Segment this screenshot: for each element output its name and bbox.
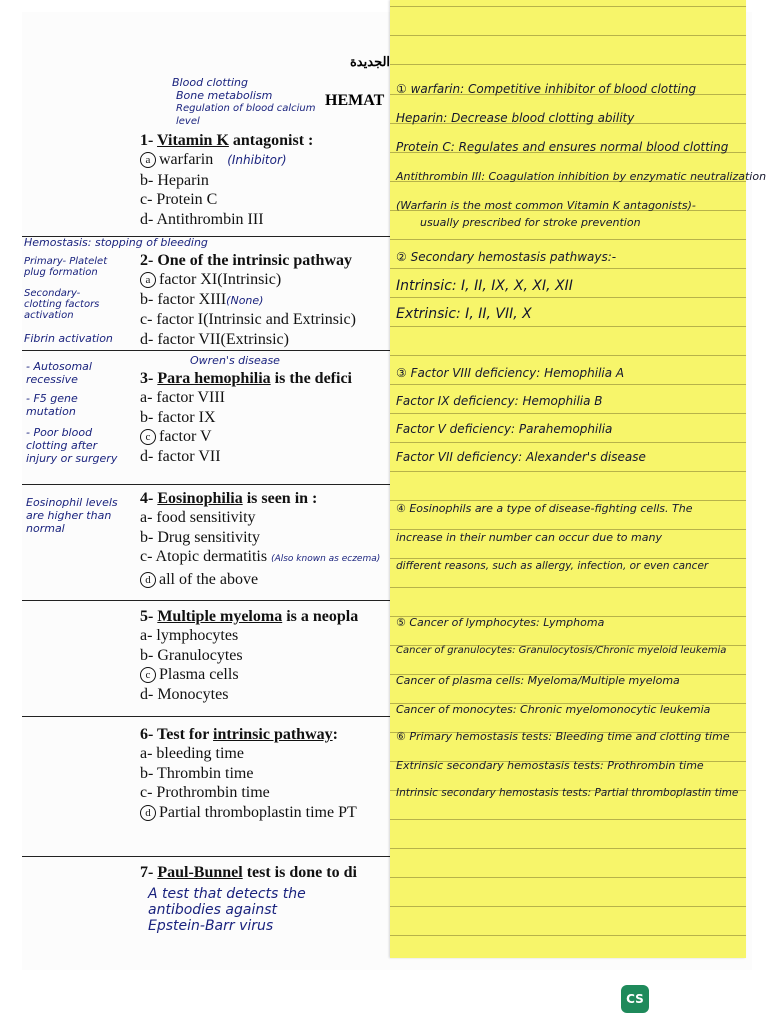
hemostasis-annotation: Hemostasis: stopping of bleeding (24, 236, 208, 249)
q-rest: is seen in : (242, 490, 318, 507)
question-3 (140, 370, 352, 466)
note-line: Intrinsic: I, II, IX, X, XI, XII (396, 278, 573, 294)
q-number: 6- (140, 726, 154, 743)
note-line: Cancer of granulocytes: Granulocytosis/Chronic myeloid leukemia (396, 645, 727, 656)
q-number: 1- (140, 132, 154, 149)
note-line: Cancer of plasma cells: Myeloma/Multiple myeloma (396, 674, 680, 687)
note-line: Bone metabolism (176, 89, 273, 102)
q-rest: is a neopla (282, 608, 359, 625)
question-stem (140, 608, 358, 626)
note-line: different reasons, such as allergy, infection, or even cancer (396, 560, 709, 572)
secondary-annotation: Secondary- clotting factors activation (24, 288, 100, 321)
option-text: warfarin (159, 151, 214, 168)
q-topic: Multiple myeloma (157, 608, 283, 625)
circled-c-icon: c (140, 429, 156, 445)
note-line: Extrinsic secondary hemostasis tests: Prothrombin time (396, 759, 704, 772)
option-d[interactable] (140, 570, 380, 590)
option-d[interactable]: d- Antithrombin III (140, 210, 264, 228)
note-line: Antithrombin III: Coagulation inhibition by enzymatic neutralization (396, 170, 767, 183)
option-text: factor V (159, 428, 212, 445)
bleeding-annotation: - Poor blood clotting after injury or surgery (26, 426, 118, 465)
circled-d-icon: d (140, 572, 156, 588)
q-topic: Vitamin K (157, 132, 229, 149)
note-line: ③ Factor VIII deficiency: Hemophilia A (396, 366, 625, 380)
note-line: Regulation of blood calcium level (176, 103, 316, 127)
option-c[interactable]: c- Prothrombin time (140, 784, 270, 801)
option-b[interactable]: b- Heparin (140, 171, 209, 189)
divider (22, 716, 390, 717)
question-4 (140, 490, 380, 589)
note-line: ⑤ Cancer of lymphocytes: Lymphoma (396, 616, 605, 629)
note-line: ⑥ Primary hemostasis tests: Bleeding time and clotting time (396, 730, 730, 743)
question-stem (140, 490, 380, 508)
question-1 (140, 132, 313, 229)
eosinophil-annotation: Eosinophil levels are higher than normal (26, 496, 118, 535)
answer-line: Epstein-Barr virus (148, 918, 274, 934)
question-stem (140, 370, 352, 388)
q-number: 4- (140, 490, 154, 507)
option-d[interactable] (140, 803, 357, 823)
question-stem (140, 132, 313, 150)
option-d[interactable]: d- Monocytes (140, 685, 229, 703)
option-text: all of the above (159, 570, 259, 588)
circled-d-icon: d (140, 805, 156, 821)
option-a[interactable]: a- factor VIII (140, 389, 225, 406)
question-5 (140, 608, 358, 704)
handwritten-note: (Also known as eczema) (271, 554, 381, 564)
option-b[interactable]: b- Granulocytes (140, 646, 243, 664)
note-line: Blood clotting (172, 76, 249, 89)
option-text: factor XI(Intrinsic) (159, 271, 282, 288)
question-6 (140, 726, 357, 822)
note-line: usually prescribed for stroke prevention (420, 216, 641, 229)
note-line: Factor IX deficiency: Hemophilia B (396, 394, 603, 408)
sticky-note (390, 0, 767, 958)
q-rest: antagonist : (228, 132, 314, 149)
answer-line: antibodies against (148, 902, 278, 918)
q-text: Test for (157, 726, 214, 743)
option-a[interactable]: a- food sensitivity (140, 509, 256, 526)
handwritten-note: (None) (226, 293, 264, 307)
answer-line: A test that detects the (148, 886, 306, 902)
note-line: Factor V deficiency: Parahemophilia (396, 422, 613, 436)
q-rest: : (332, 726, 338, 743)
question-stem (140, 864, 357, 882)
q-topic: Paul-Bunnel (157, 864, 243, 881)
option-a[interactable] (140, 150, 313, 171)
circled-a-icon: a (140, 272, 156, 288)
q-topic: intrinsic pathway (213, 726, 333, 743)
option-b[interactable]: b- factor IX (140, 408, 216, 426)
autosomal-annotation: - Autosomal recessive (26, 360, 92, 386)
note-line: ① warfarin: Competitive inhibitor of blood clotting (396, 82, 697, 96)
option-a[interactable]: a- lymphocytes (140, 627, 239, 644)
option-d[interactable]: d- factor VII (140, 447, 221, 465)
q-number: 7- (140, 864, 154, 881)
option-c[interactable] (140, 547, 380, 570)
question-stem (140, 726, 357, 744)
divider (22, 484, 390, 485)
q-text: One of the intrinsic pathway (157, 252, 352, 269)
q-topic: Eosinophilia (157, 490, 243, 507)
option-b[interactable] (140, 290, 356, 311)
option-text: c- Atopic dermatitis (140, 548, 268, 565)
arabic-heading: الجديدة (350, 54, 391, 69)
note-line: Factor VII deficiency: Alexander's disease (396, 450, 646, 464)
note-line: Extrinsic: I, II, VII, X (396, 306, 532, 322)
option-b[interactable]: b- Drug sensitivity (140, 528, 260, 546)
option-c[interactable]: c- factor I(Intrinsic and Extrinsic) (140, 311, 356, 328)
note-line: Cancer of monocytes: Chronic myelomonocytic leukemia (396, 703, 711, 716)
option-text: Partial thromboplastin time PT (159, 803, 357, 821)
option-d[interactable]: d- factor VII(Extrinsic) (140, 330, 289, 348)
camscanner-logo: CS (621, 985, 649, 1013)
q-rest: test is done to di (242, 864, 357, 881)
option-c[interactable]: c- Protein C (140, 191, 218, 208)
question-7 (140, 864, 357, 934)
circled-a-icon: a (140, 152, 156, 168)
note-line: ② Secondary hemostasis pathways:- (396, 250, 617, 264)
note-line: Protein C: Regulates and ensures normal blood clotting (396, 140, 729, 154)
divider (22, 600, 390, 601)
option-c[interactable] (140, 665, 358, 685)
gene-annotation: - F5 gene mutation (26, 392, 78, 418)
note-line: increase in their number can occur due to many (396, 531, 662, 544)
vitamin-k-notes (150, 76, 320, 128)
note-line: ④ Eosinophils are a type of disease-fighting cells. The (396, 502, 693, 515)
q-rest: is the defici (270, 370, 352, 387)
q-number: 5- (140, 608, 154, 625)
option-b[interactable]: b- Thrombin time (140, 764, 254, 782)
option-a[interactable] (140, 270, 356, 290)
option-text: Plasma cells (159, 666, 239, 683)
q-number: 2- (140, 252, 154, 269)
handwritten-note: (Inhibitor) (227, 153, 287, 167)
divider (22, 350, 390, 351)
circled-c-icon: c (140, 667, 156, 683)
note-line: (Warfarin is the most common Vitamin K antagonists)- (396, 199, 696, 212)
divider (22, 856, 390, 857)
owrens-disease-note: Owren's disease (190, 354, 280, 367)
page-title: HEMAT (325, 92, 385, 109)
question-stem (140, 252, 356, 270)
q-number: 3- (140, 370, 154, 387)
note-line: Heparin: Decrease blood clotting ability (396, 111, 635, 125)
fibrin-annotation: Fibrin activation (24, 332, 113, 345)
option-c[interactable] (140, 427, 352, 447)
option-a[interactable]: a- bleeding time (140, 745, 244, 762)
primary-annotation: Primary- Platelet plug formation (24, 256, 108, 278)
question-2 (140, 252, 356, 349)
option-text: b- factor XIII (140, 290, 227, 308)
q-topic: Para hemophilia (157, 370, 271, 387)
note-line: Intrinsic secondary hemostasis tests: Partial thromboplastin time (396, 787, 739, 799)
